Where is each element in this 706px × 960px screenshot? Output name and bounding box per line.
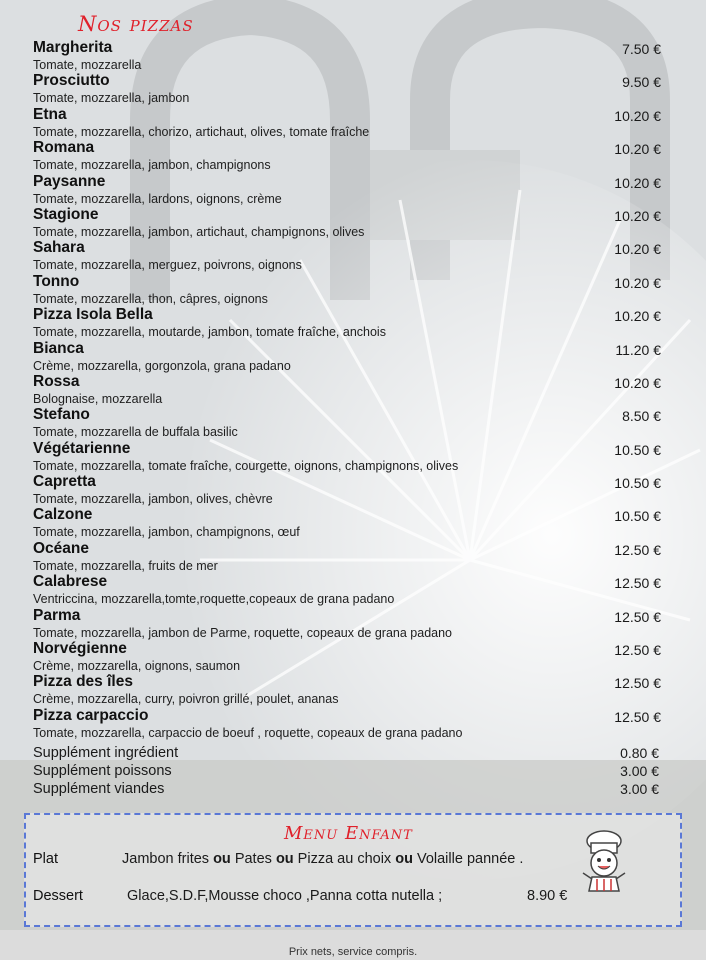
pizza-item (33, 39, 673, 72)
pizza-ingredients: Ventriccina, mozzarella,tomte,roquette,copeaux de grana padano (33, 592, 395, 607)
pizza-name: Sahara (33, 239, 85, 257)
pizza-price: 10.50 € (614, 441, 661, 458)
kids-menu-box (24, 813, 682, 927)
pizza-item (33, 72, 673, 105)
pizza-price: 10.20 € (614, 141, 661, 158)
pizza-item (33, 573, 673, 606)
pizza-name: Pizza Isola Bella (33, 306, 153, 324)
pizza-name: Végétarienne (33, 439, 131, 457)
footer-note: Prix nets, service compris. (288, 946, 418, 958)
pizza-price: 12.50 € (614, 575, 661, 592)
pizza-name: Océane (33, 539, 90, 557)
supplement-price: 3.00 € (620, 763, 659, 779)
pizza-price: 12.50 € (614, 675, 661, 692)
pizza-price: 10.20 € (614, 107, 661, 124)
pizza-ingredients: Tomate, mozzarella, jambon, champignons (33, 158, 271, 173)
kids-menu-price: 8.90 € (527, 888, 568, 904)
pizza-item (33, 139, 673, 172)
pizza-ingredients: Tomate, mozzarella, moutarde, jambon, tomate fraîche, anchois (33, 325, 386, 340)
pizza-name: Calabrese (33, 573, 108, 591)
pizza-name: Romana (33, 139, 95, 157)
pizza-ingredients: Crème, mozzarella, curry, poivron grillé, poulet, ananas (33, 692, 339, 707)
pizza-name: Etna (33, 105, 67, 123)
pizza-ingredients: Tomate, mozzarella (33, 58, 142, 72)
pizza-ingredients: Tomate, mozzarella, lardons, oignons, crème (33, 191, 282, 206)
supplement-label: Supplément poissons (33, 763, 172, 779)
pizza-price: 12.50 € (614, 541, 661, 558)
supplements-list (33, 745, 673, 799)
pizza-price: 12.50 € (614, 642, 661, 659)
pizza-name: Rossa (33, 372, 80, 390)
pizza-ingredients: Tomate, mozzarella, carpaccio de boeuf , roquette, copeaux de grana padano (33, 725, 463, 740)
kids-plat-or: ou (213, 851, 231, 867)
pizza-price: 12.50 € (614, 608, 661, 625)
pizza-price: 10.20 € (614, 274, 661, 291)
supplement-label: Supplément ingrédient (33, 745, 179, 761)
pizza-name: Calzone (33, 506, 93, 524)
pizza-ingredients: Tomate, mozzarella, jambon, artichaut, champignons, olives (33, 224, 365, 239)
pizza-item (33, 640, 673, 673)
pizza-item (33, 239, 673, 272)
pizza-item (33, 206, 673, 239)
supplement-item (33, 745, 673, 763)
pizza-ingredients: Tomate, mozzarella, fruits de mer (33, 558, 218, 573)
pizza-price: 11.20 € (615, 341, 661, 358)
pizza-name: Norvégienne (33, 640, 127, 658)
pizza-name: Capretta (33, 473, 96, 491)
pizza-item (33, 540, 673, 573)
kids-plat-text (122, 851, 523, 867)
supplement-item (33, 781, 673, 799)
pizza-ingredients: Tomate, mozzarella, jambon, olives, chèvre (33, 492, 273, 507)
pizza-item (33, 340, 673, 373)
supplement-item (33, 763, 673, 781)
pizza-ingredients: Crème, mozzarella, gorgonzola, grana padano (33, 358, 291, 373)
pizza-ingredients: Crème, mozzarella, oignons, saumon (33, 659, 241, 674)
pizza-price: 12.50 € (614, 708, 661, 725)
pizza-item (33, 106, 673, 139)
kids-plat-or: ou (395, 851, 413, 867)
pizza-item (33, 306, 673, 339)
pizza-name: Bianca (33, 339, 84, 357)
supplement-price: 3.00 € (620, 781, 659, 797)
pizza-ingredients: Bolognaise, mozzarella (33, 391, 163, 406)
pizza-ingredients: Tomate, mozzarella, jambon de Parme, roquette, copeaux de grana padano (33, 625, 453, 640)
pizza-item (33, 506, 673, 539)
pizza-name: Pizza des îles (33, 673, 133, 691)
pizza-price: 8.50 € (622, 408, 661, 425)
chef-mascot-icon (575, 829, 633, 893)
menu-title: Nos pizzas (78, 12, 194, 36)
pizza-item (33, 373, 673, 406)
pizza-name: Margherita (33, 39, 113, 56)
kids-plat-part: Jambon frites (122, 851, 214, 867)
pizza-name: Paysanne (33, 172, 106, 190)
pizza-price: 10.20 € (614, 308, 661, 325)
pizza-list (33, 39, 673, 740)
pizza-price: 10.50 € (614, 475, 661, 492)
pizza-item (33, 673, 673, 706)
pizza-ingredients: Tomate, mozzarella, jambon (33, 91, 190, 106)
pizza-item (33, 440, 673, 473)
pizza-item (33, 173, 673, 206)
kids-dessert-text: Glace,S.D.F,Mousse choco ,Panna cotta nutella ; (127, 888, 443, 904)
kids-menu-title: Menu Enfant (284, 823, 413, 844)
pizza-item (33, 406, 673, 439)
pizza-ingredients: Tomate, mozzarella de buffala basilic (33, 425, 238, 440)
pizza-item (33, 607, 673, 640)
pizza-name: Tonno (33, 272, 80, 290)
pizza-ingredients: Tomate, mozzarella, tomate fraîche, courgette, oignons, champignons, olives (33, 458, 459, 473)
pizza-price: 10.20 € (614, 207, 661, 224)
pizza-price: 7.50 € (622, 41, 661, 57)
pizza-item (33, 473, 673, 506)
pizza-price: 9.50 € (622, 74, 661, 91)
pizza-price: 10.20 € (614, 241, 661, 258)
pizza-price: 10.20 € (614, 374, 661, 391)
kids-plat-label: Plat (33, 851, 58, 867)
pizza-price: 10.50 € (614, 508, 661, 525)
supplement-price: 0.80 € (620, 745, 659, 761)
pizza-item (33, 273, 673, 306)
pizza-name: Stefano (33, 406, 90, 424)
pizza-name: Pizza carpaccio (33, 706, 149, 724)
pizza-ingredients: Tomate, mozzarella, thon, câpres, oignons (33, 291, 268, 306)
kids-plat-part: Pates (230, 851, 276, 867)
kids-plat-or: ou (275, 851, 294, 867)
pizza-name: Prosciutto (33, 72, 110, 90)
pizza-name: Parma (33, 606, 81, 624)
pizza-ingredients: Tomate, mozzarella, jambon, champignons, œuf (33, 525, 300, 540)
kids-dessert-label: Dessert (33, 888, 83, 904)
pizza-ingredients: Tomate, mozzarella, merguez, poivrons, oignons (33, 258, 302, 273)
supplement-label: Supplément viandes (33, 781, 165, 797)
pizza-price: 10.20 € (614, 174, 661, 191)
pizza-item (33, 707, 673, 740)
kids-plat-part: Volaille pannée . (412, 851, 524, 867)
pizza-ingredients: Tomate, mozzarella, chorizo, artichaut, olives, tomate fraîche (33, 124, 370, 139)
pizza-name: Stagione (33, 205, 99, 223)
kids-plat-part: Pizza au choix (293, 851, 396, 867)
